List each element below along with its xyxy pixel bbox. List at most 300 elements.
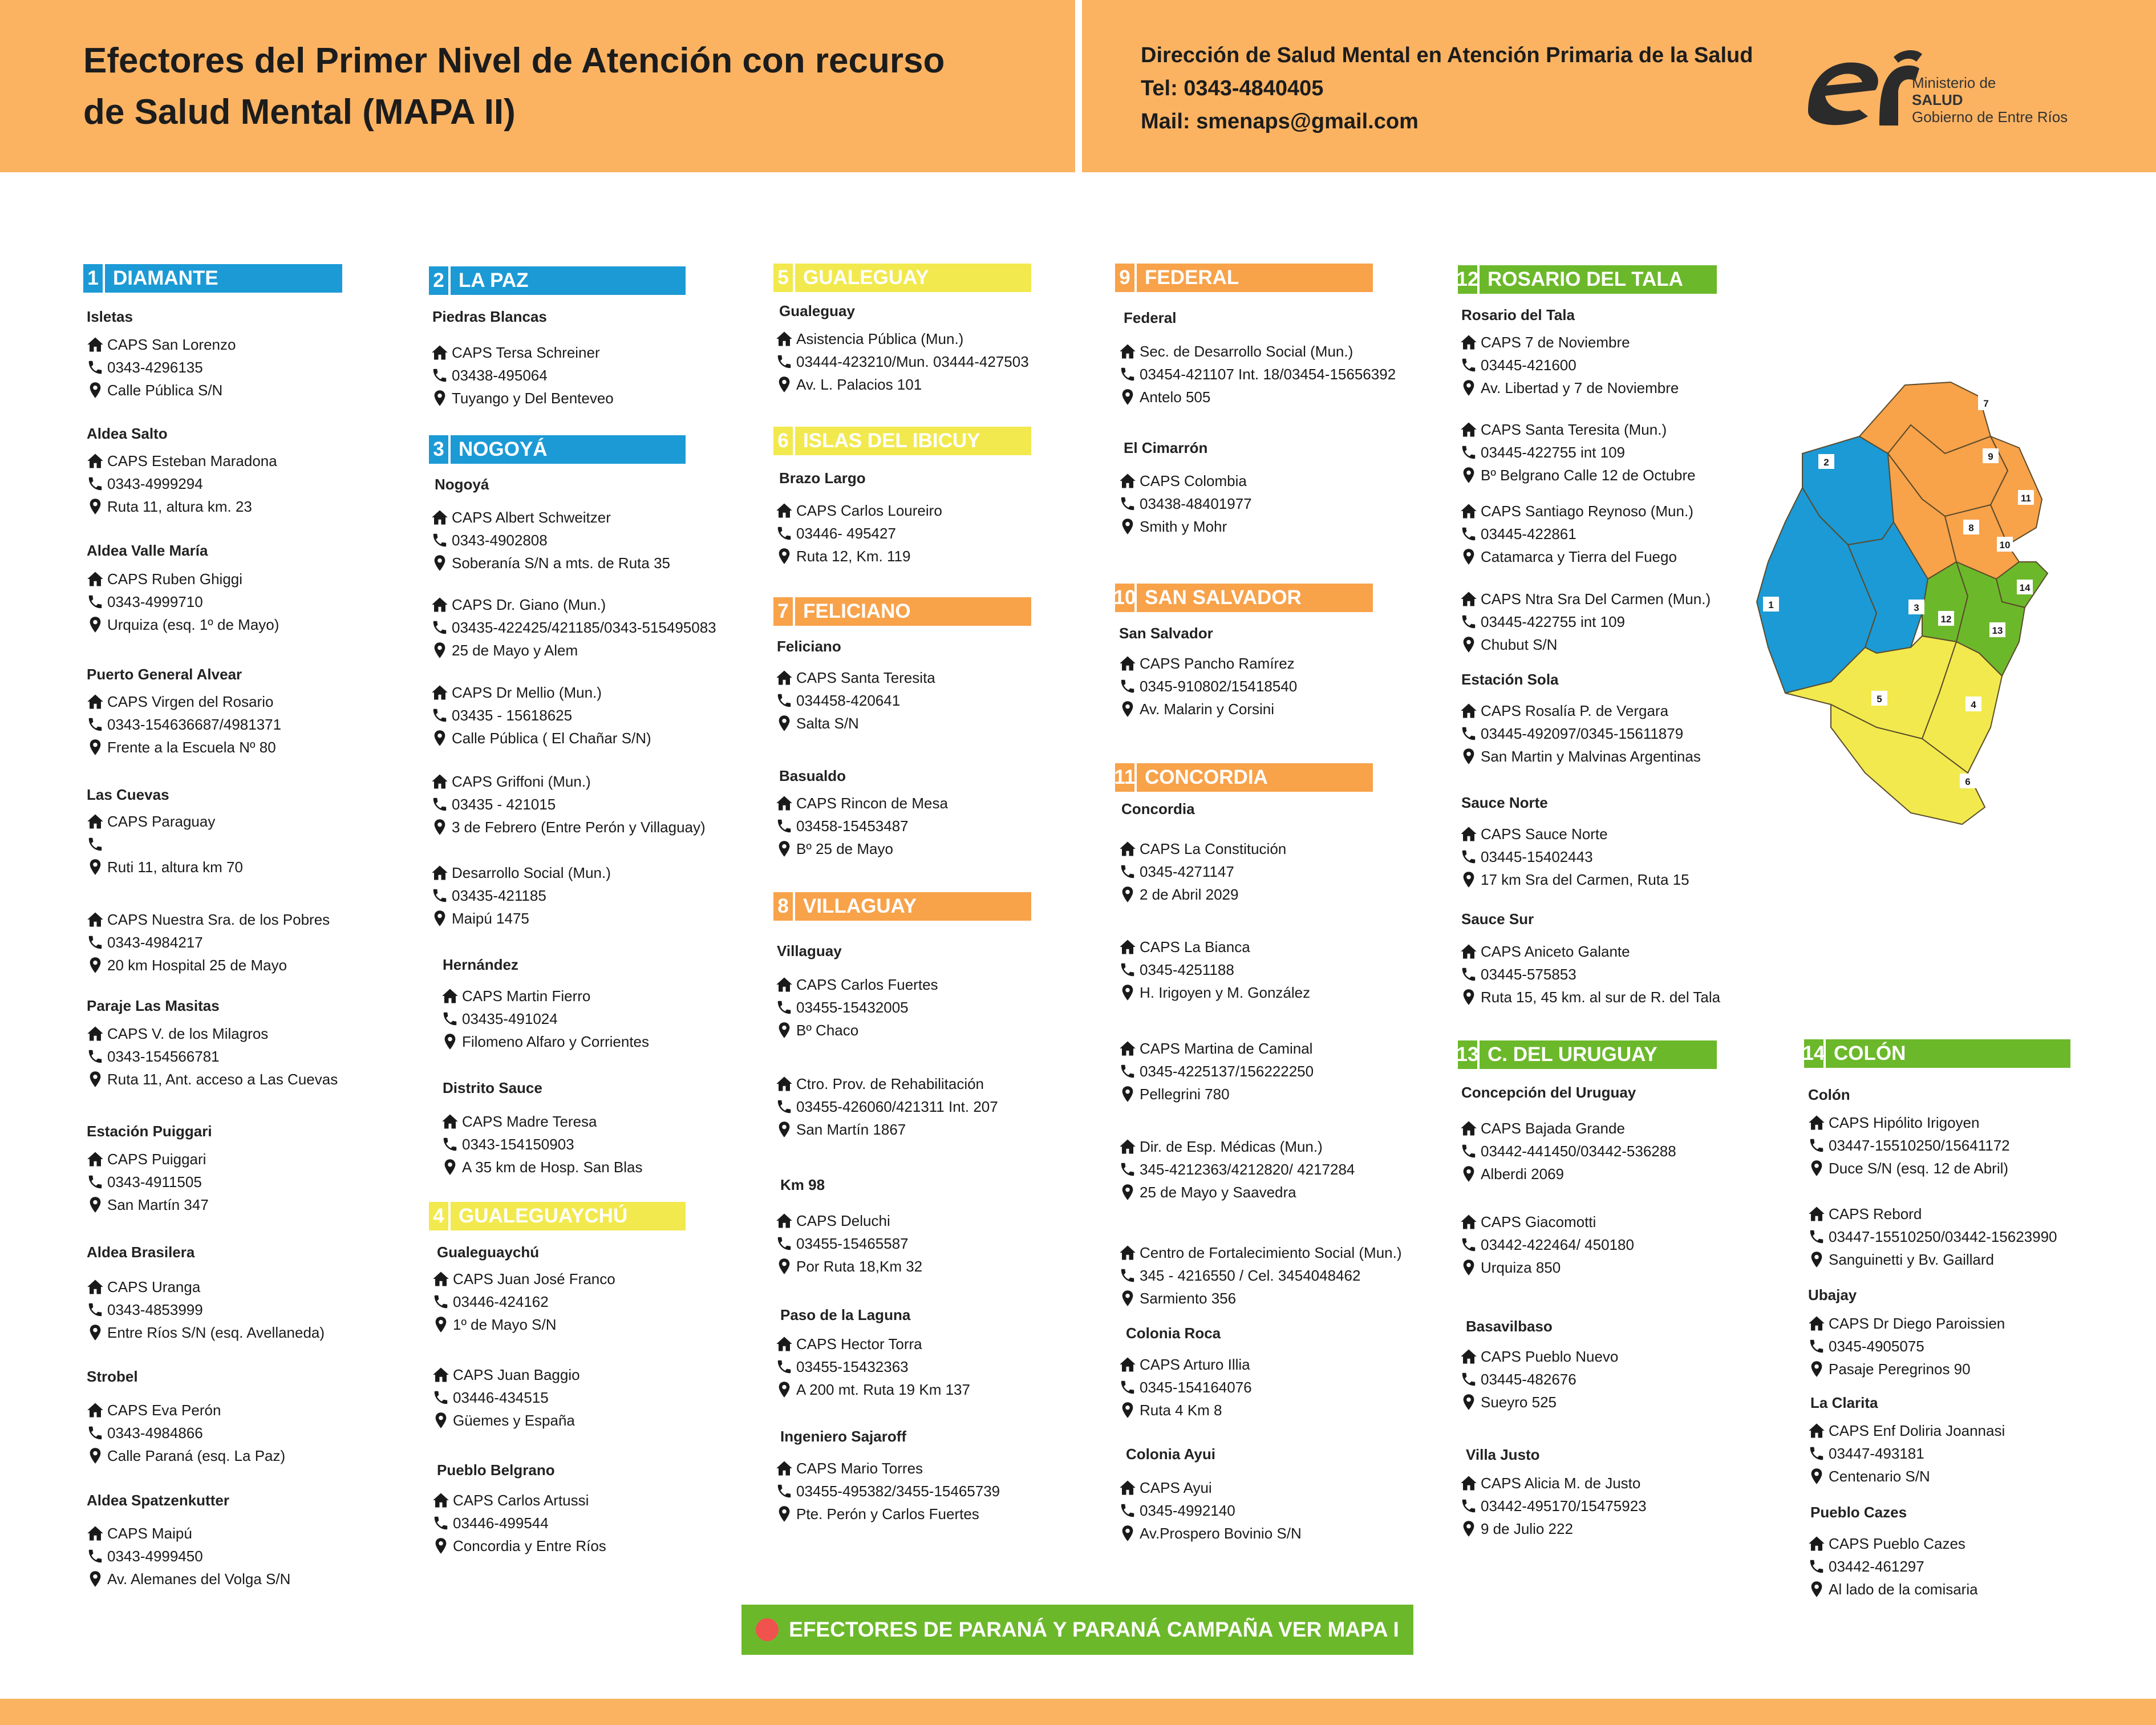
phone-icon bbox=[1118, 1378, 1137, 1397]
house-icon bbox=[1459, 942, 1478, 961]
facility-name: CAPS Santiago Reynoso (Mun.) bbox=[1481, 503, 1693, 520]
house-icon bbox=[1118, 1355, 1137, 1374]
house-icon bbox=[1118, 937, 1137, 957]
phone-icon bbox=[86, 1172, 105, 1192]
phone-icon bbox=[86, 1546, 105, 1566]
locality-label: San Salvador bbox=[1119, 625, 1213, 642]
facility-address: A 35 km de Hosp. San Blas bbox=[462, 1159, 643, 1176]
facility-address-row bbox=[440, 1030, 649, 1053]
facility-name: CAPS Paraguay bbox=[107, 813, 216, 830]
locality-label: Ingeniero Sajaroff bbox=[780, 1428, 907, 1445]
facility-phone[interactable]: 03455-15432005 bbox=[796, 999, 909, 1016]
facility-entry bbox=[86, 333, 236, 402]
facility-phone[interactable]: 0345-4251188 bbox=[1140, 961, 1234, 978]
section-header-islas-del-ibicuy: 6 ISLAS DEL IBICUY bbox=[773, 427, 1031, 455]
facility-phone[interactable]: 0343-4853999 bbox=[107, 1301, 203, 1318]
facility-address-row bbox=[1459, 1256, 1634, 1279]
house-icon bbox=[1807, 1314, 1826, 1333]
facility-entry bbox=[1459, 699, 1701, 768]
facility-address: Ruta 12, Km. 119 bbox=[796, 548, 911, 565]
facility-phone[interactable]: 03447-493181 bbox=[1829, 1445, 1924, 1462]
facility-name-row bbox=[86, 1399, 285, 1422]
facility-phone[interactable]: 03445-422755 int 109 bbox=[1481, 613, 1626, 630]
facility-phone-row bbox=[1118, 492, 1252, 515]
facility-address-row bbox=[1459, 376, 1679, 399]
facility-address-row bbox=[1118, 883, 1286, 906]
facility-phone-row bbox=[1459, 963, 1720, 986]
house-icon bbox=[86, 1277, 105, 1297]
facility-phone-row bbox=[1118, 1499, 1302, 1522]
location-pin-icon bbox=[86, 857, 105, 877]
facility-phone[interactable]: 03435 - 15618625 bbox=[452, 707, 573, 724]
location-pin-icon bbox=[86, 738, 105, 757]
facility-phone[interactable]: 0343-4902808 bbox=[452, 532, 548, 549]
house-icon bbox=[775, 975, 794, 994]
facility-phone[interactable]: 03435 - 421015 bbox=[452, 796, 556, 813]
house-icon bbox=[1459, 1119, 1478, 1138]
locality-label: Isletas bbox=[87, 308, 133, 325]
house-icon bbox=[1118, 1243, 1137, 1262]
facility-phone[interactable]: 03445-421600 bbox=[1481, 357, 1577, 374]
facility-name: CAPS Virgen del Rosario bbox=[107, 693, 274, 710]
facility-name: CAPS Arturo Illia bbox=[1140, 1356, 1250, 1373]
facility-phone[interactable]: 034458-420641 bbox=[796, 692, 901, 709]
facility-entry bbox=[86, 568, 279, 636]
house-icon bbox=[1459, 1473, 1478, 1493]
locality-label: Hernández bbox=[443, 956, 518, 973]
facility-phone[interactable]: 03442-441450/03442-536288 bbox=[1481, 1143, 1676, 1160]
facility-phone-row bbox=[1459, 354, 1679, 376]
facility-name: CAPS La Constitución bbox=[1140, 840, 1287, 857]
facility-address: H. Irigoyen y M. González bbox=[1140, 984, 1311, 1001]
phone-icon bbox=[1118, 960, 1137, 979]
facility-address-row bbox=[1118, 1181, 1355, 1204]
location-pin-icon bbox=[1459, 1258, 1478, 1277]
facility-phone[interactable]: 0343-154150903 bbox=[462, 1136, 574, 1153]
phone-icon bbox=[430, 795, 449, 814]
facility-phone[interactable]: 0343-4999710 bbox=[107, 593, 203, 610]
house-icon bbox=[430, 683, 449, 702]
facility-name: Dir. de Esp. Médicas (Mun.) bbox=[1140, 1138, 1323, 1155]
facility-address-row bbox=[1459, 1517, 1647, 1540]
location-pin-icon bbox=[86, 380, 105, 400]
facility-name-row bbox=[1807, 1111, 2010, 1134]
facility-address: 2 de Abril 2029 bbox=[1140, 886, 1239, 903]
phone-icon bbox=[1807, 1337, 1826, 1356]
locality-label: Distrito Sauce bbox=[443, 1079, 542, 1096]
locality-label: Rosario del Tala bbox=[1461, 306, 1575, 323]
locality-label: Paso de la Laguna bbox=[780, 1306, 911, 1323]
facility-entry bbox=[775, 666, 935, 735]
facility-entry bbox=[1807, 1202, 2057, 1271]
facility-name-row bbox=[775, 666, 935, 689]
facility-address: Sanguinetti y Bv. Gaillard bbox=[1829, 1251, 1994, 1268]
facility-address: Urquiza 850 bbox=[1481, 1259, 1561, 1276]
facility-phone[interactable]: 03447-15510250/03442-15623990 bbox=[1829, 1228, 2057, 1245]
locality-label: Gualeguay bbox=[779, 302, 855, 319]
facility-name-row bbox=[1807, 1312, 2005, 1335]
map-region-label: 5 bbox=[1877, 694, 1882, 704]
facility-address: Bº 25 de Mayo bbox=[796, 840, 893, 857]
locality-label: Aldea Salto bbox=[87, 425, 168, 442]
facility-phone[interactable]: 345 - 4216550 / Cel. 3454048462 bbox=[1140, 1267, 1361, 1284]
facility-address-row bbox=[86, 736, 281, 759]
facility-name-row bbox=[775, 1209, 922, 1232]
facility-name: CAPS Enf Doliria Joannasi bbox=[1829, 1422, 2005, 1439]
facility-phone-row bbox=[1118, 958, 1310, 981]
facility-address: Ruta 15, 45 km. al sur de R. del Tala bbox=[1481, 989, 1721, 1006]
facility-name: CAPS Maipú bbox=[107, 1525, 192, 1542]
location-pin-icon bbox=[1459, 547, 1478, 566]
facility-address: Chubut S/N bbox=[1481, 636, 1558, 653]
location-pin-icon bbox=[775, 714, 794, 733]
locality-label: Estación Sola bbox=[1461, 671, 1559, 688]
facility-phone[interactable]: 03445-575853 bbox=[1481, 966, 1577, 983]
facility-phone[interactable]: 0343-4296135 bbox=[107, 359, 203, 376]
facility-entry bbox=[1459, 500, 1693, 568]
facility-name-row bbox=[86, 333, 236, 356]
facility-address: Al lado de la comisaria bbox=[1829, 1581, 1978, 1598]
phone-icon bbox=[775, 1234, 794, 1253]
facility-entry bbox=[430, 341, 614, 410]
facility-phone[interactable]: 03442-461297 bbox=[1829, 1558, 1924, 1575]
house-icon bbox=[430, 508, 449, 527]
facility-name-row bbox=[775, 1072, 998, 1095]
facility-name: CAPS Rebord bbox=[1829, 1205, 1922, 1222]
phone-icon bbox=[775, 524, 794, 543]
phone-icon bbox=[86, 715, 105, 734]
facility-phone[interactable]: 03444-423210/Mun. 03444-427503 bbox=[796, 353, 1029, 370]
facility-phone-row bbox=[430, 616, 716, 639]
facility-phone[interactable]: 03445-482676 bbox=[1481, 1371, 1577, 1388]
phone-icon bbox=[1807, 1444, 1826, 1463]
locality-label: Aldea Spatzenkutter bbox=[87, 1492, 229, 1509]
facility-phone[interactable]: 0345-154164076 bbox=[1140, 1379, 1252, 1396]
facility-phone[interactable]: 03438-48401977 bbox=[1140, 495, 1252, 512]
facility-phone[interactable]: 03435-422425/421185/0343-515495083 bbox=[452, 619, 716, 636]
house-icon bbox=[86, 569, 105, 589]
locality-label: Concordia bbox=[1121, 800, 1195, 817]
facility-address-row bbox=[1118, 981, 1310, 1004]
facility-phone[interactable]: 0343-4999294 bbox=[107, 475, 203, 492]
facility-address: Calle Pública ( El Chañar S/N) bbox=[452, 730, 651, 747]
facility-address: 25 de Mayo y Saavedra bbox=[1140, 1184, 1296, 1201]
facility-name-row bbox=[1118, 652, 1297, 675]
location-pin-icon bbox=[1118, 387, 1137, 407]
facility-entry bbox=[430, 770, 706, 839]
facility-phone[interactable]: 03455-426060/421311 Int. 207 bbox=[796, 1098, 998, 1115]
facility-phone[interactable]: 0343-4911505 bbox=[107, 1173, 202, 1191]
facility-entry bbox=[440, 1110, 643, 1179]
facility-address: Av. Malarin y Corsini bbox=[1140, 700, 1274, 718]
facility-entry bbox=[1118, 837, 1286, 906]
house-icon bbox=[86, 1149, 105, 1169]
facility-phone-row bbox=[775, 522, 942, 545]
facility-phone-row bbox=[431, 1290, 615, 1313]
house-icon bbox=[1807, 1204, 1826, 1224]
house-icon bbox=[1118, 342, 1137, 361]
facility-phone-row bbox=[775, 1355, 970, 1378]
facility-phone-row bbox=[1807, 1555, 1978, 1578]
facility-address-row bbox=[430, 552, 670, 574]
facility-address: Por Ruta 18,Km 32 bbox=[796, 1258, 923, 1275]
facility-name-row bbox=[1807, 1202, 2057, 1225]
facility-name: CAPS Carlos Fuertes bbox=[796, 976, 938, 993]
facility-phone[interactable]: 03438-495064 bbox=[452, 367, 548, 384]
facility-name-row bbox=[431, 1268, 615, 1290]
facility-name: CAPS Rosalía P. de Vergara bbox=[1481, 702, 1669, 719]
phone-icon bbox=[430, 366, 449, 385]
facility-name-row bbox=[440, 1110, 643, 1133]
facility-name: CAPS Albert Schweitzer bbox=[452, 509, 611, 526]
facility-address-row bbox=[1459, 868, 1689, 891]
facility-address-row bbox=[86, 1193, 209, 1216]
facility-phone[interactable]: 03442-422464/ 450180 bbox=[1481, 1236, 1634, 1253]
facility-name-row bbox=[1118, 1037, 1314, 1060]
facility-phone[interactable]: 0345-4992140 bbox=[1140, 1502, 1235, 1519]
facility-phone[interactable]: 03446- 495427 bbox=[796, 525, 896, 542]
facility-name: CAPS Juan Baggio bbox=[453, 1366, 580, 1383]
facility-address: Maipú 1475 bbox=[452, 910, 529, 927]
house-icon bbox=[86, 451, 105, 471]
facility-address-row bbox=[1118, 698, 1297, 720]
map-region-label: 12 bbox=[1940, 614, 1952, 625]
locality-label: Pueblo Cazes bbox=[1810, 1504, 1907, 1521]
facility-name-row bbox=[775, 973, 938, 996]
facility-name-row bbox=[430, 593, 716, 616]
phone-icon bbox=[431, 1388, 451, 1407]
facility-name-row bbox=[430, 506, 670, 529]
locality-label: Colón bbox=[1808, 1086, 1850, 1103]
entre-rios-map bbox=[1751, 374, 2082, 830]
facility-address-row bbox=[431, 1313, 615, 1336]
facility-address: Calle Paraná (esq. La Paz) bbox=[107, 1447, 286, 1464]
facility-address-row bbox=[1118, 515, 1252, 538]
location-pin-icon bbox=[775, 1257, 794, 1276]
map-region-label: 14 bbox=[2019, 582, 2031, 593]
facility-phone-row bbox=[1459, 1233, 1634, 1256]
facility-name: CAPS Carlos Loureiro bbox=[796, 502, 942, 519]
house-icon bbox=[775, 1074, 794, 1094]
facility-phone[interactable]: 03447-15510250/15641172 bbox=[1829, 1137, 2010, 1154]
section-header-gualeguaychu: 4 GUALEGUAYCHÚ bbox=[429, 1202, 686, 1230]
facility-address: A 200 mt. Ruta 19 Km 137 bbox=[796, 1381, 970, 1398]
facility-address-row bbox=[431, 1534, 606, 1557]
facility-entry bbox=[86, 1275, 325, 1344]
facility-phone[interactable]: 03455-15432363 bbox=[796, 1358, 909, 1375]
facility-phone[interactable]: 0343-154566781 bbox=[107, 1048, 220, 1065]
facility-name: CAPS Ayui bbox=[1140, 1479, 1212, 1496]
location-pin-icon bbox=[1459, 1164, 1478, 1184]
facility-name-row bbox=[1118, 340, 1396, 363]
house-icon bbox=[1118, 1137, 1137, 1156]
facility-entry bbox=[86, 1399, 285, 1467]
mail-link[interactable]: Mail: smenaps@gmail.com bbox=[1141, 110, 1419, 133]
direccion-text: Dirección de Salud Mental en Atención Primaria de la Salud bbox=[1141, 43, 1753, 67]
facility-phone-row bbox=[1118, 1158, 1355, 1181]
phone-icon bbox=[775, 691, 794, 710]
facility-name: CAPS Nuestra Sra. de los Pobres bbox=[107, 911, 330, 928]
facility-address-row bbox=[775, 837, 948, 860]
facility-entry bbox=[1118, 1241, 1402, 1310]
phone-icon bbox=[1807, 1227, 1826, 1246]
facility-phone[interactable]: 03445-422861 bbox=[1481, 525, 1577, 542]
facility-name-row bbox=[1118, 936, 1310, 958]
facility-address-row bbox=[1807, 1248, 2057, 1271]
facility-phone[interactable]: 0343-4984217 bbox=[107, 934, 203, 951]
map-region-label: 8 bbox=[1968, 523, 1974, 533]
phone-icon bbox=[1118, 677, 1137, 696]
mapa-i-banner[interactable]: EFECTORES DE PARANÁ Y PARANÁ CAMPAÑA VER MAPA I bbox=[741, 1605, 1413, 1655]
location-pin-icon bbox=[1459, 747, 1478, 766]
phone-icon bbox=[1459, 965, 1478, 984]
facility-phone[interactable]: 03435-421185 bbox=[452, 887, 546, 904]
section-header-la-paz: 2 LA PAZ bbox=[429, 266, 686, 295]
location-pin-icon bbox=[1459, 378, 1478, 398]
facility-name: CAPS Uranga bbox=[107, 1278, 201, 1295]
house-icon bbox=[775, 793, 794, 813]
facility-phone[interactable]: 03454-421107 Int. 18/03454-15656392 bbox=[1140, 366, 1396, 383]
location-pin-icon bbox=[1807, 1250, 1826, 1269]
facility-phone[interactable]: 03446-424162 bbox=[453, 1293, 549, 1310]
phone-icon bbox=[1807, 1557, 1826, 1576]
facility-address: Frente a la Escuela Nº 80 bbox=[107, 739, 276, 756]
facility-name-row bbox=[430, 770, 706, 793]
red-dot-icon bbox=[756, 1618, 779, 1641]
locality-label: Villa Justo bbox=[1466, 1446, 1540, 1463]
facility-name: CAPS Sauce Norte bbox=[1481, 825, 1608, 843]
location-pin-icon bbox=[1807, 1159, 1826, 1178]
facility-address-row bbox=[86, 1321, 325, 1344]
locality-label: Km 98 bbox=[780, 1176, 825, 1193]
facility-entry bbox=[1459, 418, 1696, 487]
locality-label: Villaguay bbox=[777, 942, 842, 959]
facility-phone[interactable]: 0343-4984866 bbox=[107, 1424, 203, 1441]
facility-name: CAPS Puiggari bbox=[107, 1151, 206, 1168]
facility-address: San Martín 347 bbox=[107, 1196, 209, 1213]
section-header-villaguay: 8 VILLAGUAY bbox=[773, 892, 1031, 921]
phone-icon bbox=[1459, 612, 1478, 631]
facility-address: 1º de Mayo S/N bbox=[453, 1316, 557, 1333]
locality-label: Basavilbaso bbox=[1466, 1318, 1553, 1335]
locality-label: Sauce Sur bbox=[1461, 910, 1534, 928]
facility-phone[interactable]: 0345-4905075 bbox=[1829, 1338, 1924, 1355]
facility-phone[interactable]: 03435-491024 bbox=[462, 1010, 558, 1027]
facility-name-row bbox=[86, 1275, 325, 1298]
facility-phone[interactable]: 03446-499544 bbox=[453, 1515, 549, 1532]
phone-icon bbox=[440, 1009, 460, 1028]
phone-icon bbox=[86, 358, 105, 377]
locality-label: Colonia Roca bbox=[1126, 1325, 1221, 1342]
facility-address-row bbox=[1807, 1358, 2005, 1380]
facility-entry bbox=[1459, 940, 1720, 1009]
phone-icon bbox=[1459, 1141, 1478, 1161]
facility-phone[interactable]: 0345-4225137/156222250 bbox=[1140, 1063, 1314, 1080]
phone-icon bbox=[775, 1097, 794, 1116]
house-icon bbox=[1807, 1421, 1826, 1440]
facility-phone[interactable]: 03455-495382/3455-15465739 bbox=[796, 1483, 1000, 1500]
location-pin-icon bbox=[431, 1536, 451, 1556]
facility-phone[interactable]: 0345-4271147 bbox=[1140, 863, 1234, 880]
facility-phone[interactable]: 0345-910802/15418540 bbox=[1140, 678, 1298, 695]
footer-bar bbox=[0, 1699, 2156, 1725]
facility-phone[interactable]: 03445-492097/0345-15611879 bbox=[1481, 725, 1684, 742]
facility-name: Asistencia Pública (Mun.) bbox=[796, 330, 964, 347]
locality-label: Concepción del Uruguay bbox=[1461, 1084, 1636, 1101]
facility-phone[interactable]: 03445-15402443 bbox=[1481, 848, 1593, 865]
facility-phone-row bbox=[1459, 1495, 1647, 1517]
facility-address: Av.Prospero Bovinio S/N bbox=[1140, 1525, 1302, 1542]
facility-phone[interactable]: 03442-495170/15475923 bbox=[1481, 1497, 1647, 1515]
facility-phone-row bbox=[775, 689, 935, 712]
house-icon bbox=[1459, 333, 1478, 352]
facility-address: Centenario S/N bbox=[1829, 1468, 1930, 1485]
facility-address: Alberdi 2069 bbox=[1481, 1165, 1564, 1183]
phone-icon bbox=[1118, 365, 1137, 384]
facility-address: Güemes y España bbox=[453, 1412, 575, 1429]
facility-phone[interactable]: 03446-434515 bbox=[453, 1389, 549, 1406]
facility-phone[interactable]: 03458-15453487 bbox=[796, 817, 909, 835]
section-header-nogoya: 3 NOGOYÁ bbox=[429, 435, 686, 464]
facility-phone-row bbox=[1118, 675, 1297, 698]
facility-entry bbox=[775, 327, 1029, 396]
location-pin-icon bbox=[1118, 1400, 1137, 1420]
phone-icon bbox=[1118, 1266, 1137, 1285]
facility-address-row bbox=[86, 613, 279, 636]
facility-name-row bbox=[1807, 1532, 1978, 1555]
facility-phone[interactable]: 345-4212363/4212820/ 4217284 bbox=[1140, 1161, 1355, 1178]
location-pin-icon bbox=[430, 728, 449, 748]
facility-address-row bbox=[430, 816, 706, 839]
location-pin-icon bbox=[430, 553, 449, 573]
house-icon bbox=[1459, 501, 1478, 521]
facility-phone[interactable]: 0343-4999450 bbox=[107, 1548, 203, 1565]
facility-phone[interactable]: 03455-15465587 bbox=[796, 1235, 909, 1252]
facility-entry bbox=[1459, 1345, 1618, 1414]
facility-address: 20 km Hospital 25 de Mayo bbox=[107, 957, 287, 974]
facility-address-row bbox=[1118, 1522, 1302, 1545]
facility-address: San Martín 1867 bbox=[796, 1121, 906, 1138]
facility-address-row bbox=[86, 954, 330, 977]
house-icon bbox=[431, 1491, 451, 1510]
location-pin-icon bbox=[775, 839, 794, 859]
facility-phone-row bbox=[86, 590, 279, 613]
facility-phone-row bbox=[430, 529, 670, 552]
facility-phone-row bbox=[775, 815, 948, 837]
facility-entry bbox=[1118, 469, 1252, 538]
house-icon bbox=[86, 910, 105, 929]
facility-name-row bbox=[1118, 1353, 1252, 1376]
facility-phone[interactable]: 03445-422755 int 109 bbox=[1481, 444, 1626, 461]
facility-phone[interactable]: 0343-154636687/4981371 bbox=[107, 716, 282, 733]
facility-entry bbox=[86, 908, 330, 977]
house-icon bbox=[86, 1024, 105, 1043]
facility-name: Desarrollo Social (Mun.) bbox=[452, 864, 611, 881]
locality-label: Ubajay bbox=[1808, 1286, 1857, 1303]
facility-entry bbox=[430, 681, 651, 750]
facility-name: CAPS Hector Torra bbox=[796, 1335, 922, 1353]
location-pin-icon bbox=[1459, 635, 1478, 654]
facility-phone-row bbox=[430, 704, 651, 727]
house-icon bbox=[1807, 1534, 1826, 1553]
facility-phone-row bbox=[86, 1422, 285, 1444]
location-pin-icon bbox=[86, 1569, 105, 1589]
facility-phone-row bbox=[86, 356, 236, 379]
facility-address: Duce S/N (esq. 12 de Abril) bbox=[1829, 1160, 2009, 1177]
facility-name: CAPS La Bianca bbox=[1140, 938, 1250, 955]
house-icon bbox=[1459, 824, 1478, 844]
house-icon bbox=[86, 335, 105, 354]
